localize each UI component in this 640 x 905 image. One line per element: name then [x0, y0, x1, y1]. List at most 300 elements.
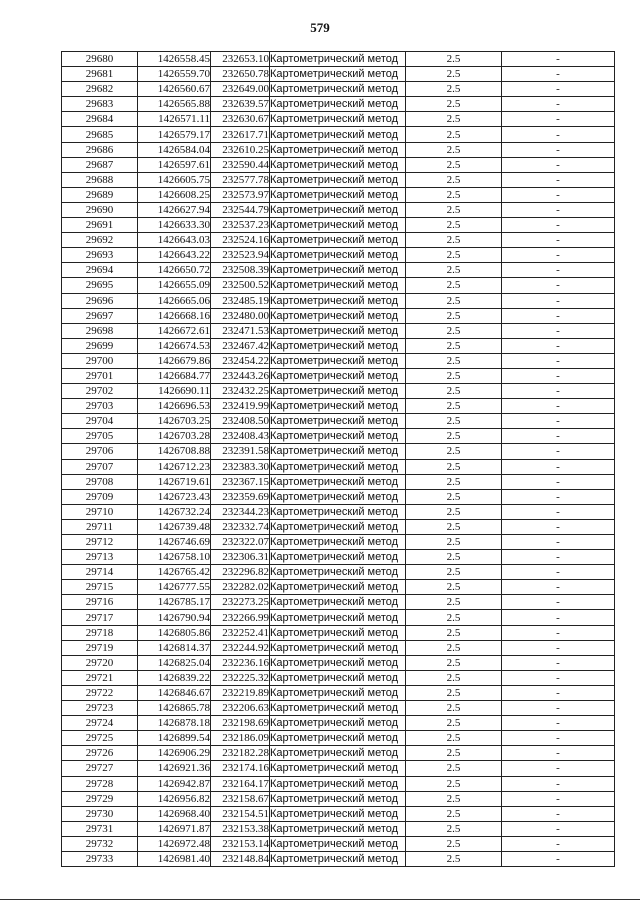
point-number-cell: 29708	[62, 474, 138, 489]
table-row	[62, 821, 615, 836]
note-cell: -	[502, 429, 615, 444]
accuracy-cell: 2.5	[406, 459, 502, 474]
method-cell: Картометрический метод	[270, 399, 406, 414]
method-cell: Картометрический метод	[270, 806, 406, 821]
note-cell: -	[502, 806, 615, 821]
note-cell: -	[502, 504, 615, 519]
method-cell: Картометрический метод	[270, 761, 406, 776]
point-number-cell: 29711	[62, 519, 138, 534]
note-cell: -	[502, 157, 615, 172]
accuracy-cell: 2.5	[406, 263, 502, 278]
table-row	[62, 112, 615, 127]
method-cell: Картометрический метод	[270, 489, 406, 504]
table-row	[62, 384, 615, 399]
note-cell: -	[502, 82, 615, 97]
method-cell: Картометрический метод	[270, 308, 406, 323]
point-number-cell: 29688	[62, 172, 138, 187]
table-body	[62, 52, 615, 867]
x-coordinate-cell: 1426906.29	[138, 746, 211, 761]
y-coordinate-cell: 232617.71	[211, 127, 270, 142]
x-coordinate-cell: 1426627.94	[138, 202, 211, 217]
accuracy-cell: 2.5	[406, 248, 502, 263]
accuracy-cell: 2.5	[406, 172, 502, 187]
table-row	[62, 655, 615, 670]
y-coordinate-cell: 232153.38	[211, 821, 270, 836]
y-coordinate-cell: 232367.15	[211, 474, 270, 489]
point-number-cell: 29709	[62, 489, 138, 504]
note-cell: -	[502, 716, 615, 731]
note-cell: -	[502, 550, 615, 565]
point-number-cell: 29713	[62, 550, 138, 565]
note-cell: -	[502, 640, 615, 655]
point-number-cell: 29689	[62, 187, 138, 202]
note-cell: -	[502, 610, 615, 625]
accuracy-cell: 2.5	[406, 565, 502, 580]
accuracy-cell: 2.5	[406, 836, 502, 851]
accuracy-cell: 2.5	[406, 670, 502, 685]
y-coordinate-cell: 232344.23	[211, 504, 270, 519]
method-cell: Картометрический метод	[270, 384, 406, 399]
table-row	[62, 127, 615, 142]
accuracy-cell: 2.5	[406, 187, 502, 202]
note-cell: -	[502, 414, 615, 429]
table-row	[62, 248, 615, 263]
note-cell: -	[502, 67, 615, 82]
table-row	[62, 52, 615, 67]
x-coordinate-cell: 1426560.67	[138, 82, 211, 97]
note-cell: -	[502, 836, 615, 851]
table-row	[62, 685, 615, 700]
y-coordinate-cell: 232408.43	[211, 429, 270, 444]
table-row	[62, 97, 615, 112]
point-number-cell: 29704	[62, 414, 138, 429]
point-number-cell: 29717	[62, 610, 138, 625]
note-cell: -	[502, 701, 615, 716]
accuracy-cell: 2.5	[406, 112, 502, 127]
point-number-cell: 29699	[62, 338, 138, 353]
y-coordinate-cell: 232282.02	[211, 580, 270, 595]
x-coordinate-cell: 1426805.86	[138, 625, 211, 640]
y-coordinate-cell: 232252.41	[211, 625, 270, 640]
y-coordinate-cell: 232266.99	[211, 610, 270, 625]
coordinates-table	[61, 51, 615, 867]
method-cell: Картометрический метод	[270, 836, 406, 851]
accuracy-cell: 2.5	[406, 640, 502, 655]
accuracy-cell: 2.5	[406, 157, 502, 172]
x-coordinate-cell: 1426558.45	[138, 52, 211, 67]
method-cell: Картометрический метод	[270, 142, 406, 157]
note-cell: -	[502, 338, 615, 353]
accuracy-cell: 2.5	[406, 308, 502, 323]
x-coordinate-cell: 1426584.04	[138, 142, 211, 157]
table-row	[62, 202, 615, 217]
y-coordinate-cell: 232577.78	[211, 172, 270, 187]
point-number-cell: 29693	[62, 248, 138, 263]
note-cell: -	[502, 685, 615, 700]
y-coordinate-cell: 232443.26	[211, 368, 270, 383]
table-row	[62, 278, 615, 293]
x-coordinate-cell: 1426777.55	[138, 580, 211, 595]
y-coordinate-cell: 232408.50	[211, 414, 270, 429]
y-coordinate-cell: 232359.69	[211, 489, 270, 504]
point-number-cell: 29707	[62, 459, 138, 474]
point-number-cell: 29683	[62, 97, 138, 112]
y-coordinate-cell: 232523.94	[211, 248, 270, 263]
y-coordinate-cell: 232500.52	[211, 278, 270, 293]
point-number-cell: 29681	[62, 67, 138, 82]
point-number-cell: 29712	[62, 535, 138, 550]
x-coordinate-cell: 1426559.70	[138, 67, 211, 82]
x-coordinate-cell: 1426674.53	[138, 338, 211, 353]
y-coordinate-cell: 232650.78	[211, 67, 270, 82]
x-coordinate-cell: 1426712.23	[138, 459, 211, 474]
accuracy-cell: 2.5	[406, 368, 502, 383]
note-cell: -	[502, 218, 615, 233]
x-coordinate-cell: 1426839.22	[138, 670, 211, 685]
accuracy-cell: 2.5	[406, 82, 502, 97]
accuracy-cell: 2.5	[406, 293, 502, 308]
x-coordinate-cell: 1426719.61	[138, 474, 211, 489]
method-cell: Картометрический метод	[270, 670, 406, 685]
point-number-cell: 29723	[62, 701, 138, 716]
note-cell: -	[502, 580, 615, 595]
method-cell: Картометрический метод	[270, 701, 406, 716]
table-row	[62, 67, 615, 82]
x-coordinate-cell: 1426633.30	[138, 218, 211, 233]
accuracy-cell: 2.5	[406, 142, 502, 157]
y-coordinate-cell: 232508.39	[211, 263, 270, 278]
method-cell: Картометрический метод	[270, 52, 406, 67]
point-number-cell: 29721	[62, 670, 138, 685]
y-coordinate-cell: 232630.67	[211, 112, 270, 127]
x-coordinate-cell: 1426643.22	[138, 248, 211, 263]
table-row	[62, 353, 615, 368]
method-cell: Картометрический метод	[270, 791, 406, 806]
table-row	[62, 399, 615, 414]
y-coordinate-cell: 232219.89	[211, 685, 270, 700]
x-coordinate-cell: 1426608.25	[138, 187, 211, 202]
accuracy-cell: 2.5	[406, 535, 502, 550]
y-coordinate-cell: 232432.25	[211, 384, 270, 399]
y-coordinate-cell: 232206.63	[211, 701, 270, 716]
point-number-cell: 29696	[62, 293, 138, 308]
x-coordinate-cell: 1426703.25	[138, 414, 211, 429]
point-number-cell: 29695	[62, 278, 138, 293]
note-cell: -	[502, 731, 615, 746]
point-number-cell: 29714	[62, 565, 138, 580]
table-row	[62, 157, 615, 172]
note-cell: -	[502, 791, 615, 806]
x-coordinate-cell: 1426758.10	[138, 550, 211, 565]
table-row	[62, 625, 615, 640]
method-cell: Картометрический метод	[270, 580, 406, 595]
x-coordinate-cell: 1426643.03	[138, 233, 211, 248]
x-coordinate-cell: 1426921.36	[138, 761, 211, 776]
method-cell: Картометрический метод	[270, 821, 406, 836]
method-cell: Картометрический метод	[270, 172, 406, 187]
y-coordinate-cell: 232485.19	[211, 293, 270, 308]
point-number-cell: 29686	[62, 142, 138, 157]
y-coordinate-cell: 232480.00	[211, 308, 270, 323]
y-coordinate-cell: 232383.30	[211, 459, 270, 474]
note-cell: -	[502, 399, 615, 414]
point-number-cell: 29703	[62, 399, 138, 414]
note-cell: -	[502, 187, 615, 202]
accuracy-cell: 2.5	[406, 52, 502, 67]
method-cell: Картометрический метод	[270, 112, 406, 127]
x-coordinate-cell: 1426956.82	[138, 791, 211, 806]
y-coordinate-cell: 232537.23	[211, 218, 270, 233]
y-coordinate-cell: 232653.10	[211, 52, 270, 67]
table-row	[62, 263, 615, 278]
table-row	[62, 731, 615, 746]
accuracy-cell: 2.5	[406, 851, 502, 866]
point-number-cell: 29728	[62, 776, 138, 791]
note-cell: -	[502, 489, 615, 504]
accuracy-cell: 2.5	[406, 625, 502, 640]
accuracy-cell: 2.5	[406, 550, 502, 565]
x-coordinate-cell: 1426565.88	[138, 97, 211, 112]
x-coordinate-cell: 1426684.77	[138, 368, 211, 383]
note-cell: -	[502, 670, 615, 685]
note-cell: -	[502, 308, 615, 323]
method-cell: Картометрический метод	[270, 263, 406, 278]
method-cell: Картометрический метод	[270, 851, 406, 866]
accuracy-cell: 2.5	[406, 429, 502, 444]
note-cell: -	[502, 112, 615, 127]
point-number-cell: 29685	[62, 127, 138, 142]
x-coordinate-cell: 1426579.17	[138, 127, 211, 142]
accuracy-cell: 2.5	[406, 353, 502, 368]
y-coordinate-cell: 232322.07	[211, 535, 270, 550]
method-cell: Картометрический метод	[270, 429, 406, 444]
table-row	[62, 746, 615, 761]
note-cell: -	[502, 142, 615, 157]
point-number-cell: 29690	[62, 202, 138, 217]
accuracy-cell: 2.5	[406, 761, 502, 776]
accuracy-cell: 2.5	[406, 806, 502, 821]
accuracy-cell: 2.5	[406, 519, 502, 534]
table-row	[62, 791, 615, 806]
accuracy-cell: 2.5	[406, 489, 502, 504]
point-number-cell: 29702	[62, 384, 138, 399]
point-number-cell: 29724	[62, 716, 138, 731]
note-cell: -	[502, 519, 615, 534]
accuracy-cell: 2.5	[406, 580, 502, 595]
x-coordinate-cell: 1426846.67	[138, 685, 211, 700]
table-row	[62, 489, 615, 504]
table-row	[62, 595, 615, 610]
table-row	[62, 323, 615, 338]
y-coordinate-cell: 232296.82	[211, 565, 270, 580]
method-cell: Картометрический метод	[270, 595, 406, 610]
y-coordinate-cell: 232332.74	[211, 519, 270, 534]
y-coordinate-cell: 232649.00	[211, 82, 270, 97]
method-cell: Картометрический метод	[270, 504, 406, 519]
y-coordinate-cell: 232148.84	[211, 851, 270, 866]
x-coordinate-cell: 1426690.11	[138, 384, 211, 399]
method-cell: Картометрический метод	[270, 610, 406, 625]
accuracy-cell: 2.5	[406, 399, 502, 414]
method-cell: Картометрический метод	[270, 338, 406, 353]
accuracy-cell: 2.5	[406, 414, 502, 429]
x-coordinate-cell: 1426679.86	[138, 353, 211, 368]
table-row	[62, 459, 615, 474]
note-cell: -	[502, 202, 615, 217]
table-row	[62, 580, 615, 595]
y-coordinate-cell: 232164.17	[211, 776, 270, 791]
table-row	[62, 550, 615, 565]
note-cell: -	[502, 535, 615, 550]
y-coordinate-cell: 232467.42	[211, 338, 270, 353]
method-cell: Картометрический метод	[270, 474, 406, 489]
y-coordinate-cell: 232471.53	[211, 323, 270, 338]
note-cell: -	[502, 746, 615, 761]
y-coordinate-cell: 232273.25	[211, 595, 270, 610]
accuracy-cell: 2.5	[406, 67, 502, 82]
table-row	[62, 233, 615, 248]
accuracy-cell: 2.5	[406, 701, 502, 716]
point-number-cell: 29687	[62, 157, 138, 172]
method-cell: Картометрический метод	[270, 565, 406, 580]
note-cell: -	[502, 263, 615, 278]
note-cell: -	[502, 127, 615, 142]
point-number-cell: 29722	[62, 685, 138, 700]
table-row	[62, 338, 615, 353]
method-cell: Картометрический метод	[270, 776, 406, 791]
note-cell: -	[502, 323, 615, 338]
accuracy-cell: 2.5	[406, 791, 502, 806]
table-row	[62, 368, 615, 383]
x-coordinate-cell: 1426814.37	[138, 640, 211, 655]
method-cell: Картометрический метод	[270, 67, 406, 82]
method-cell: Картометрический метод	[270, 640, 406, 655]
x-coordinate-cell: 1426739.48	[138, 519, 211, 534]
point-number-cell: 29705	[62, 429, 138, 444]
y-coordinate-cell: 232186.09	[211, 731, 270, 746]
method-cell: Картометрический метод	[270, 97, 406, 112]
method-cell: Картометрический метод	[270, 414, 406, 429]
x-coordinate-cell: 1426972.48	[138, 836, 211, 851]
method-cell: Картометрический метод	[270, 550, 406, 565]
x-coordinate-cell: 1426597.61	[138, 157, 211, 172]
point-number-cell: 29694	[62, 263, 138, 278]
y-coordinate-cell: 232244.92	[211, 640, 270, 655]
method-cell: Картометрический метод	[270, 278, 406, 293]
accuracy-cell: 2.5	[406, 685, 502, 700]
point-number-cell: 29692	[62, 233, 138, 248]
method-cell: Картометрический метод	[270, 519, 406, 534]
accuracy-cell: 2.5	[406, 474, 502, 489]
point-number-cell: 29716	[62, 595, 138, 610]
x-coordinate-cell: 1426785.17	[138, 595, 211, 610]
x-coordinate-cell: 1426650.72	[138, 263, 211, 278]
note-cell: -	[502, 474, 615, 489]
y-coordinate-cell: 232544.79	[211, 202, 270, 217]
point-number-cell: 29710	[62, 504, 138, 519]
accuracy-cell: 2.5	[406, 655, 502, 670]
note-cell: -	[502, 368, 615, 383]
y-coordinate-cell: 232454.22	[211, 353, 270, 368]
point-number-cell: 29730	[62, 806, 138, 821]
note-cell: -	[502, 851, 615, 866]
accuracy-cell: 2.5	[406, 746, 502, 761]
point-number-cell: 29715	[62, 580, 138, 595]
note-cell: -	[502, 172, 615, 187]
method-cell: Картометрический метод	[270, 293, 406, 308]
x-coordinate-cell: 1426971.87	[138, 821, 211, 836]
note-cell: -	[502, 776, 615, 791]
accuracy-cell: 2.5	[406, 716, 502, 731]
note-cell: -	[502, 248, 615, 263]
accuracy-cell: 2.5	[406, 504, 502, 519]
x-coordinate-cell: 1426878.18	[138, 716, 211, 731]
method-cell: Картометрический метод	[270, 202, 406, 217]
y-coordinate-cell: 232573.97	[211, 187, 270, 202]
method-cell: Картометрический метод	[270, 157, 406, 172]
y-coordinate-cell: 232639.57	[211, 97, 270, 112]
point-number-cell: 29700	[62, 353, 138, 368]
table-row	[62, 836, 615, 851]
note-cell: -	[502, 384, 615, 399]
point-number-cell: 29682	[62, 82, 138, 97]
accuracy-cell: 2.5	[406, 731, 502, 746]
note-cell: -	[502, 353, 615, 368]
x-coordinate-cell: 1426899.54	[138, 731, 211, 746]
x-coordinate-cell: 1426746.69	[138, 535, 211, 550]
y-coordinate-cell: 232174.16	[211, 761, 270, 776]
y-coordinate-cell: 232524.16	[211, 233, 270, 248]
table-row	[62, 761, 615, 776]
accuracy-cell: 2.5	[406, 444, 502, 459]
method-cell: Картометрический метод	[270, 353, 406, 368]
accuracy-cell: 2.5	[406, 338, 502, 353]
x-coordinate-cell: 1426981.40	[138, 851, 211, 866]
accuracy-cell: 2.5	[406, 776, 502, 791]
y-coordinate-cell: 232236.16	[211, 655, 270, 670]
table-row	[62, 474, 615, 489]
y-coordinate-cell: 232306.31	[211, 550, 270, 565]
point-number-cell: 29732	[62, 836, 138, 851]
table-row	[62, 187, 615, 202]
x-coordinate-cell: 1426605.75	[138, 172, 211, 187]
table-row	[62, 414, 615, 429]
accuracy-cell: 2.5	[406, 202, 502, 217]
accuracy-cell: 2.5	[406, 610, 502, 625]
table-row	[62, 82, 615, 97]
y-coordinate-cell: 232610.25	[211, 142, 270, 157]
accuracy-cell: 2.5	[406, 323, 502, 338]
note-cell: -	[502, 97, 615, 112]
table-row	[62, 293, 615, 308]
y-coordinate-cell: 232154.51	[211, 806, 270, 821]
table-row	[62, 640, 615, 655]
page-number: 579	[310, 20, 330, 35]
point-number-cell: 29726	[62, 746, 138, 761]
method-cell: Картометрический метод	[270, 187, 406, 202]
method-cell: Картометрический метод	[270, 685, 406, 700]
point-number-cell: 29729	[62, 791, 138, 806]
point-number-cell: 29691	[62, 218, 138, 233]
note-cell: -	[502, 761, 615, 776]
x-coordinate-cell: 1426825.04	[138, 655, 211, 670]
table-row	[62, 716, 615, 731]
table-row	[62, 565, 615, 580]
point-number-cell: 29720	[62, 655, 138, 670]
table-row	[62, 535, 615, 550]
method-cell: Картометрический метод	[270, 535, 406, 550]
x-coordinate-cell: 1426665.06	[138, 293, 211, 308]
